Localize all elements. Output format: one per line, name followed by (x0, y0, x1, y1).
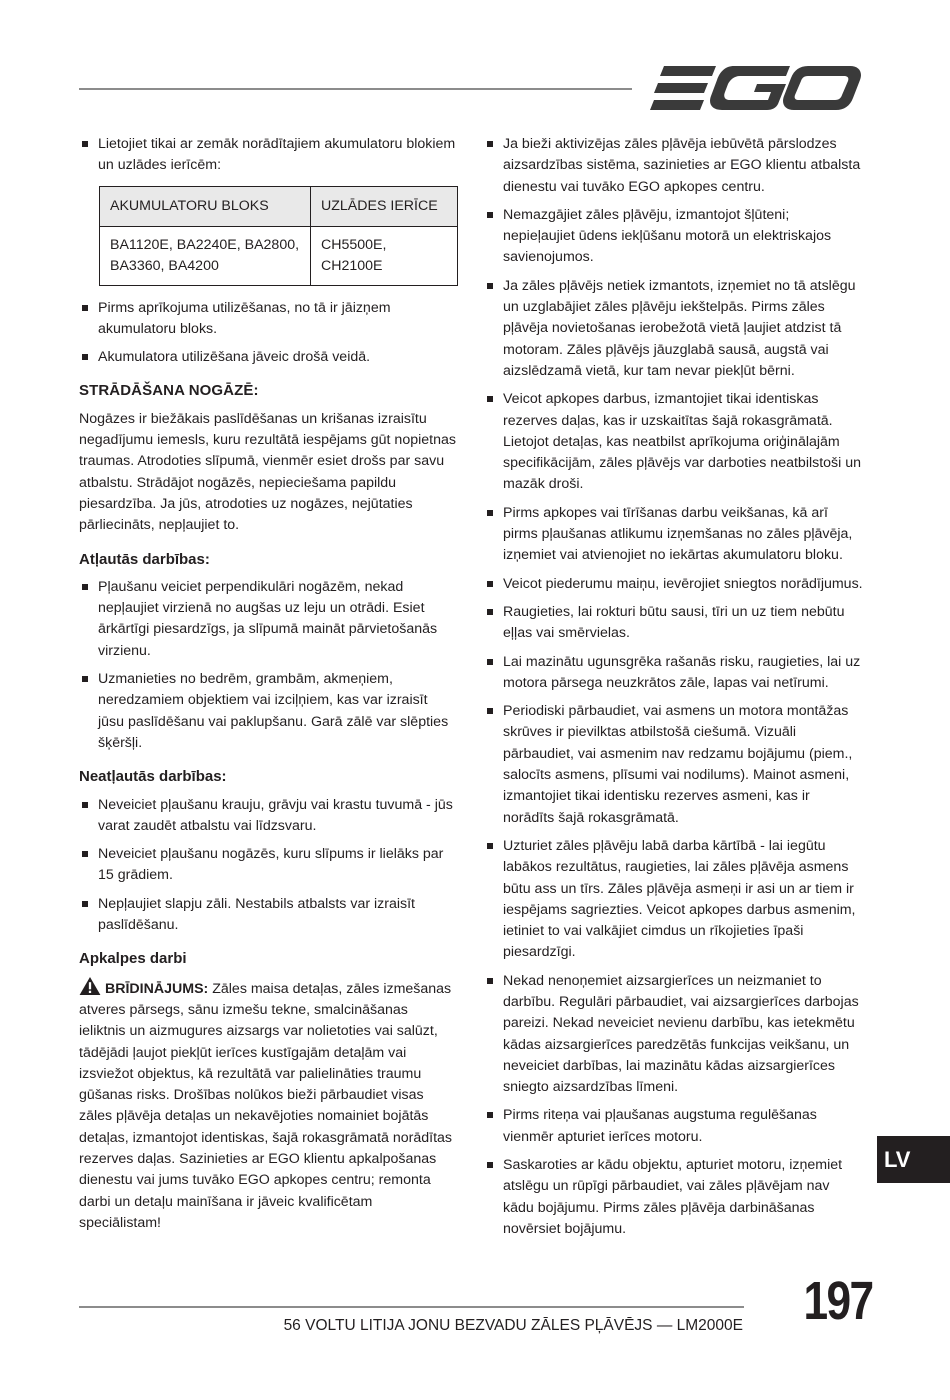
bullet-text: Ja zāles pļāvējs netiek izmantots, izņemiet no tā atslēgu un uzglabājiet zāles pļāvēju iekštelpās. Pirms zāles pļāvēja novietošanas ierobežotā vietā ļaujiet atdzist tā motoram. Zāles pļāvējs jāuzglabā sausā, augstā vai aizslēdzamā vietā, kur tam nevar piekļūt bērni. (503, 277, 856, 379)
maintenance-heading: Apkalpes darbi (79, 950, 187, 968)
bullet-item (79, 894, 457, 937)
bullet-square-icon (82, 354, 88, 360)
bullet-square-icon (487, 283, 493, 289)
bullet-text: Uzturiet zāles pļāvēju labā darba kārtībā - lai iegūtu labākos rezultātus, raugieties, lai zāles pļāvēja asmens būtu ass un tīrs. Zāles pļāvēja asmeņi ir asi un ar tiem ir iespējams sagriezties. Veicot apkopes darbus asmenim, ietiniet to vai valkājiet cimdus un rīkojieties īpaši piesardzīgi. (503, 837, 856, 961)
bullet-text: Lietojiet tikai ar zemāk norādītajiem akumulatoru blokiem un uzlādes ierīcēm: (98, 136, 456, 174)
bullet-item (484, 276, 864, 382)
bullet-text: Lai mazinātu ugunsgrēka rašanās risku, raugieties, lai uz motora pārsega neuzkrātos zāle, lapas vai netīrumi. (503, 653, 861, 691)
table-cell: CH5500E, CH2100E (311, 226, 458, 285)
bullet-text: Ja bieži aktivizējas zāles pļāvēja iebūvētā pārslodzes aizsardzības sistēma, sazinieties ar EGO klientu atbalsta dienestu vai tuvāko EGO apkopes centru. (503, 136, 861, 195)
bullet-square-icon (487, 708, 493, 714)
bullet-text: Saskaroties ar kādu objektu, apturiet motoru, izņemiet atslēgu un rūpīgi pārbaudiet, vai zāles pļāvējam nav kādu bojājumu. Pirms zāles pļāvēja darbināšanas novērsiet bojājumu. (503, 1157, 843, 1237)
slope-heading: STRĀDĀŠANA NOGĀZĒ: (79, 382, 259, 400)
bullet-square-icon (487, 978, 493, 984)
bullet-text: Neveiciet pļaušanu nogāzēs, kuru slīpums ir lielāks par 15 grādiem. (98, 846, 444, 884)
language-tab: LV (877, 1136, 950, 1183)
battery-charger-table (99, 186, 458, 286)
bullet-square-icon (487, 1162, 493, 1168)
bullet-item (484, 1155, 864, 1240)
bullet-text: Veicot piederumu maiņu, ievērojiet sniegtos norādījumus. (503, 575, 863, 592)
bullet-square-icon (82, 584, 88, 590)
bullet-square-icon (487, 396, 493, 402)
bullet-text: Raugieties, lai rokturi būtu sausi, tīri un uz tiem nebūtu eļļas vai smērvielas. (503, 603, 845, 642)
allowed-heading: Atļautās darbības: (79, 550, 210, 568)
bullet-square-icon (487, 609, 493, 615)
page-number: 197 (803, 1271, 873, 1331)
bullet-text: Pirms riteņa vai pļaušanas augstuma regulēšanas vienmēr apturiet ierīces motoru. (503, 1107, 817, 1145)
bullet-text: Akumulatora utilizēšana jāveic drošā veidā. (98, 349, 371, 366)
bullet-text: Nemazgājiet zāles pļāvēju, izmantojot šļūteni; nepieļaujiet ūdens iekļūšanu motorā un elektriskajos savienojumos. (503, 206, 832, 266)
ego-logo (650, 64, 862, 112)
bullet-square-icon (487, 212, 493, 218)
bullet-item (79, 134, 457, 177)
bullet-square-icon (487, 843, 493, 849)
bullet-item (484, 503, 864, 567)
table-header-row (100, 186, 458, 226)
bullet-item (484, 574, 864, 595)
footer-title: 56 VOLTU LITIJA JONU BEZVADU ZĀLES PĻĀVĒJS — LM2000E (283, 1317, 743, 1334)
header-rule (79, 88, 632, 90)
bullet-item (484, 602, 864, 645)
bullet-text: Pirms apkopes vai tīrīšanas darbu veikšanas, kā arī pirms pļaušanas atlikumu izņemšanas no zāles pļāvēja, izņemiet vai atvienojiet no iekārtas akumulatoru bloku. (503, 504, 853, 564)
bullet-square-icon (487, 141, 493, 147)
bullet-text: Pļaušanu veiciet perpendikulāri nogāzēm, nekad nepļaujiet virzienā no augšas uz leju un otrādi. Esiet ārkārtīgi piesardzīgs, ja slīpumā maināt pārvietošanās virzienu. (98, 578, 438, 659)
forbidden-heading: Neatļautās darbības: (79, 768, 227, 786)
bullet-square-icon (487, 510, 493, 516)
table-header-cell: UZLĀDES IERĪCE (311, 186, 458, 226)
bullet-square-icon (82, 851, 88, 857)
footer-rule (79, 1306, 744, 1308)
bullet-text: Neveiciet pļaušanu krauju, grāvju vai krastu tuvumā - jūs varat zaudēt atbalstu vai līdzsvaru. (98, 796, 453, 834)
bullet-item (79, 844, 457, 887)
warning-triangle-icon (79, 977, 101, 995)
warning-paragraph (79, 977, 457, 1235)
bullet-square-icon (487, 659, 493, 665)
warning-text: Zāles maisa detaļas, zāles izmešanas atveres pārsegs, sānu izmešu tekne, smalcināšanas ieliktnis un aizmugures aizsargs var nolietoties vai salūzt, tādējādi ļaujot piekļūt ierīces kustīgajām detaļām vai izsviežot objektus, kā rezultātā var palielināties traumu gūšanas risks. Drošības nolūkos bieži pārbaudiet visas zāles pļāvēja detaļas un nekavējoties nomainiet bojātās detaļas, izmantojot identiskas, šajā rokasgrāmatā norādītas rezerves daļas. Sazinieties ar EGO klientu apkalpošanas dienestu vai jums tuvāko EGO apkopes centru; remonta darbi un detaļu mainīšana ir jāveic kvalificētam speciālistam! (79, 980, 453, 1231)
bullet-text: Periodiski pārbaudiet, vai asmens un motora montāžas skrūves ir pievilktas atbilstošā ciešumā. Vizuāli pārbaudiet, vai asmenim nav redzamu bojājumu (piem., salocīts asmens, plīsumi vai nodilums). Mainot asmeni, izmantojiet tikai identisku rezerves asmeni, kas ir norādīts šajā rokasgrāmatā. (503, 703, 853, 826)
bullet-item (79, 669, 457, 754)
bullet-item (79, 298, 457, 341)
bullet-square-icon (487, 1112, 493, 1118)
slope-paragraph: Nogāzes ir biežākais paslīdēšanas un krišanas izraisītu negadījumu iemesls, kuru rezultātā iespējams gūt nopietnas traumas. Atrodoties slīpumā, vienmēr esiet drošs par savu atbalstu. Strādājot nogāzēs, nepieciešama papildu piesardzība. Ja jūs, atrodoties uz nogāzes, nejūtaties pārliecināts, nepļaujiet to. (79, 410, 456, 534)
bullet-item (484, 652, 864, 695)
bullet-item (79, 347, 457, 368)
bullet-square-icon (82, 901, 88, 907)
table-cell: BA1120E, BA2240E, BA2800, BA3360, BA4200 (100, 226, 311, 285)
bullet-square-icon (82, 141, 88, 147)
bullet-item (484, 836, 864, 964)
bullet-item (484, 1105, 864, 1148)
bullet-text: Nepļaujiet slapju zāli. Nestabils atbalsts var izraisīt paslīdēšanu. (98, 895, 415, 934)
bullet-square-icon (82, 676, 88, 682)
bullet-item (484, 971, 864, 1099)
bullet-square-icon (82, 802, 88, 808)
bullet-item (484, 701, 864, 829)
bullet-text: Uzmanieties no bedrēm, grambām, akmeņiem, neredzamiem objektiem vai izciļņiem, kas var izraisīt jūsu paslīdēšanu vai paklupšanu. Garā zālē var slēpties šķēršļi. (98, 671, 449, 751)
table-row (100, 226, 458, 285)
bullet-item (484, 134, 864, 198)
bullet-text: Veicot apkopes darbus, izmantojiet tikai identiskas rezerves daļas, kas ir uzskaitītas šajā rokasgrāmatā. Lietojot detaļas, kas neatbilst aprīkojuma oriģinālajām specifikācijām, zāles pļāvējs var darboties neatbilstoši un mazāk droši. (503, 391, 862, 493)
bullet-item (79, 577, 457, 662)
bullet-item (484, 389, 864, 495)
warning-label: BRĪDINĀJUMS: (105, 980, 209, 997)
bullet-text: Nekad nenoņemiet aizsargierīces un neizmaniet to darbību. Regulāri pārbaudiet, vai aizsargierīces darbojas pareizi. Nekad neveiciet nevienu darbību, kas ietekmētu kādas aizsargierīces paredzētās funkcijas veikšanu, un neveiciet darbības, lai mazinātu kādas aizsargierīces sniegto aizsardzības līmeni. (503, 972, 859, 1096)
bullet-item (484, 205, 864, 269)
bullet-square-icon (82, 305, 88, 311)
left-column (79, 134, 457, 1240)
bullet-item (79, 795, 457, 838)
table-header-cell: AKUMULATORU BLOKS (100, 186, 311, 226)
right-column (484, 134, 864, 1247)
bullet-text: Pirms aprīkojuma utilizēšanas, no tā ir jāizņem akumulatoru bloks. (98, 299, 391, 337)
bullet-square-icon (487, 581, 493, 587)
